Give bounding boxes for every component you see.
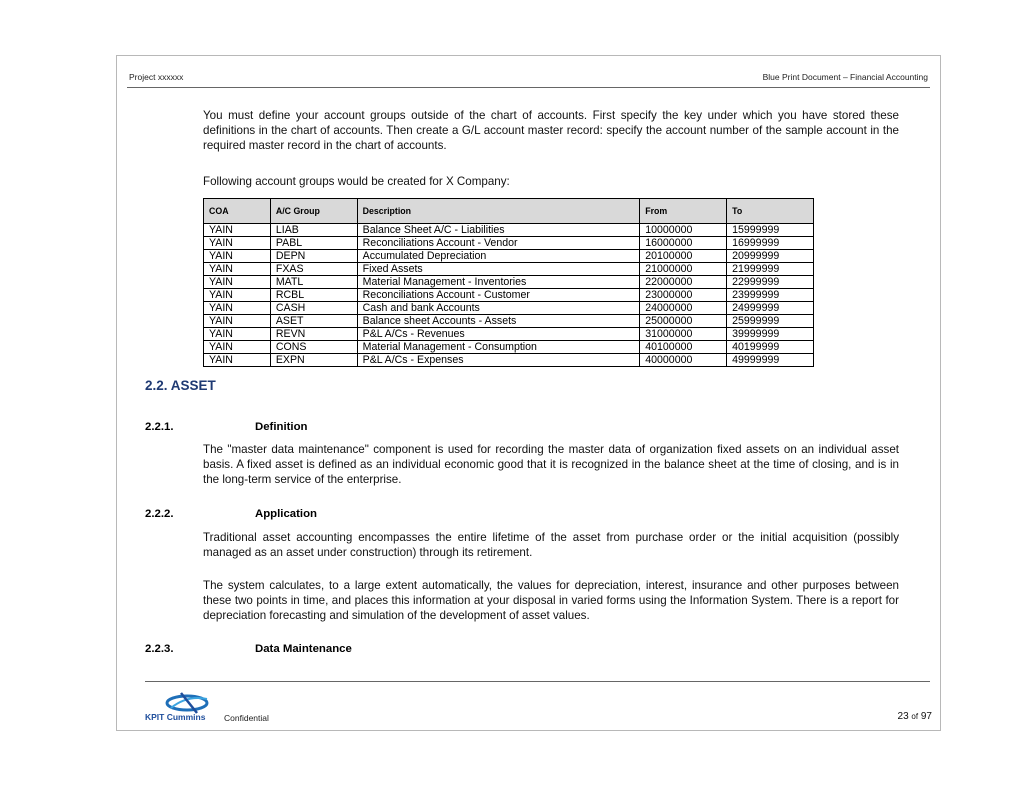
cell-to: 25999999: [727, 315, 814, 328]
subheading-definition: [145, 421, 308, 433]
col-header-from: From: [640, 199, 727, 224]
cell-from: 25000000: [640, 315, 727, 328]
cell-coa: YAIN: [204, 276, 271, 289]
footer-confidential: Confidential: [224, 713, 269, 723]
cell-to: 20999999: [727, 250, 814, 263]
cell-coa: YAIN: [204, 263, 271, 276]
cell-description: Material Management - Inventories: [357, 276, 640, 289]
cell-to: 22999999: [727, 276, 814, 289]
logo-text: KPIT Cummins: [145, 712, 206, 722]
subheading-application: [145, 508, 317, 520]
cell-coa: YAIN: [204, 341, 271, 354]
cell-coa: YAIN: [204, 237, 271, 250]
intro-table-caption: Following account groups would be created for X Company:: [203, 175, 510, 188]
col-header-to: To: [727, 199, 814, 224]
cell-coa: YAIN: [204, 250, 271, 263]
table-row: [204, 341, 814, 354]
account-groups-table: [203, 198, 814, 367]
page-total: 97: [920, 711, 932, 722]
cell-to: 40199999: [727, 341, 814, 354]
cell-description: Accumulated Depreciation: [357, 250, 640, 263]
cell-from: 22000000: [640, 276, 727, 289]
table-row: [204, 224, 814, 237]
definition-paragraph: The "master data maintenance" component is used for recording the master data of organization fixed assets on an individual asset basis. A fixed asset is defined as an individual economic good that it is recognized in the balance sheet at the time of closing, and is in the long-term service of the enterprise.: [203, 443, 899, 487]
cell-description: P&L A/Cs - Expenses: [357, 354, 640, 367]
table-row: [204, 289, 814, 302]
cell-description: Reconciliations Account - Vendor: [357, 237, 640, 250]
cell-coa: YAIN: [204, 315, 271, 328]
cell-description: Reconciliations Account - Customer: [357, 289, 640, 302]
table-row: [204, 263, 814, 276]
cell-coa: YAIN: [204, 302, 271, 315]
header-document-title: Blue Print Document – Financial Accounting: [762, 72, 928, 82]
cell-to: 39999999: [727, 328, 814, 341]
cell-group: MATL: [270, 276, 357, 289]
cell-description: Fixed Assets: [357, 263, 640, 276]
cell-coa: YAIN: [204, 328, 271, 341]
table-row: [204, 276, 814, 289]
cell-description: Balance sheet Accounts - Assets: [357, 315, 640, 328]
application-paragraph-1: Traditional asset accounting encompasses the entire lifetime of the asset from purchase order or the initial acquisition (possibly managed as an asset under construction) through its retirement.: [203, 531, 899, 560]
cell-group: DEPN: [270, 250, 357, 263]
cell-to: 23999999: [727, 289, 814, 302]
table-row: [204, 302, 814, 315]
cell-from: 24000000: [640, 302, 727, 315]
subheading-number: 2.2.3.: [145, 643, 174, 655]
page-current: 23: [897, 711, 909, 722]
cell-description: Cash and bank Accounts: [357, 302, 640, 315]
footer-divider: [145, 681, 930, 682]
page-number: [898, 711, 932, 722]
cell-from: 40000000: [640, 354, 727, 367]
cell-from: 10000000: [640, 224, 727, 237]
cell-from: 23000000: [640, 289, 727, 302]
cell-coa: YAIN: [204, 289, 271, 302]
subheading-number: 2.2.1.: [145, 421, 174, 433]
cell-to: 49999999: [727, 354, 814, 367]
cell-to: 15999999: [727, 224, 814, 237]
subheading-title: Application: [255, 508, 318, 520]
table-row: [204, 328, 814, 341]
table-row: [204, 315, 814, 328]
intro-paragraph: You must define your account groups outside of the chart of accounts. First specify the key under which you have stored these definitions in the chart of accounts. Then create a G/L account master record: specify the account number of the sample account in the required master record in the chart of accounts.: [203, 109, 899, 153]
cell-group: CASH: [270, 302, 357, 315]
subheading-title: Definition: [255, 421, 308, 433]
cell-from: 31000000: [640, 328, 727, 341]
cell-group: ASET: [270, 315, 357, 328]
subheading-title: Data Maintenance: [255, 643, 352, 655]
cell-to: 24999999: [727, 302, 814, 315]
cell-from: 20100000: [640, 250, 727, 263]
col-header-description: Description: [357, 199, 640, 224]
table-row: [204, 237, 814, 250]
cell-to: 16999999: [727, 237, 814, 250]
cell-coa: YAIN: [204, 224, 271, 237]
subheading-data-maintenance: [145, 643, 352, 655]
cell-description: Material Management - Consumption: [357, 341, 640, 354]
col-header-ac-group: A/C Group: [270, 199, 357, 224]
cell-group: RCBL: [270, 289, 357, 302]
page-of-label: of: [911, 712, 919, 721]
cell-group: EXPN: [270, 354, 357, 367]
cell-group: LIAB: [270, 224, 357, 237]
cell-description: Balance Sheet A/C - Liabilities: [357, 224, 640, 237]
cell-group: CONS: [270, 341, 357, 354]
table-row: [204, 250, 814, 263]
cell-from: 16000000: [640, 237, 727, 250]
cell-from: 21000000: [640, 263, 727, 276]
cell-from: 40100000: [640, 341, 727, 354]
cell-group: REVN: [270, 328, 357, 341]
cell-group: FXAS: [270, 263, 357, 276]
subheading-number: 2.2.2.: [145, 508, 174, 520]
header-project: Project xxxxxx: [129, 72, 184, 82]
section-heading-asset: 2.2. ASSET: [145, 378, 216, 393]
cell-description: P&L A/Cs - Revenues: [357, 328, 640, 341]
table-header-row: [204, 199, 814, 224]
cell-coa: YAIN: [204, 354, 271, 367]
col-header-coa: COA: [204, 199, 271, 224]
application-paragraph-2: The system calculates, to a large extent automatically, the values for depreciation, interest, insurance and other purposes between these two points in time, and places this information at your disposal in varied forms using the Information System. There is a report for depreciation forecasting and simulation of the development of asset values.: [203, 579, 899, 623]
document-page: [116, 55, 941, 731]
table-row: [204, 354, 814, 367]
cell-group: PABL: [270, 237, 357, 250]
cell-to: 21999999: [727, 263, 814, 276]
header-divider: [127, 87, 930, 88]
